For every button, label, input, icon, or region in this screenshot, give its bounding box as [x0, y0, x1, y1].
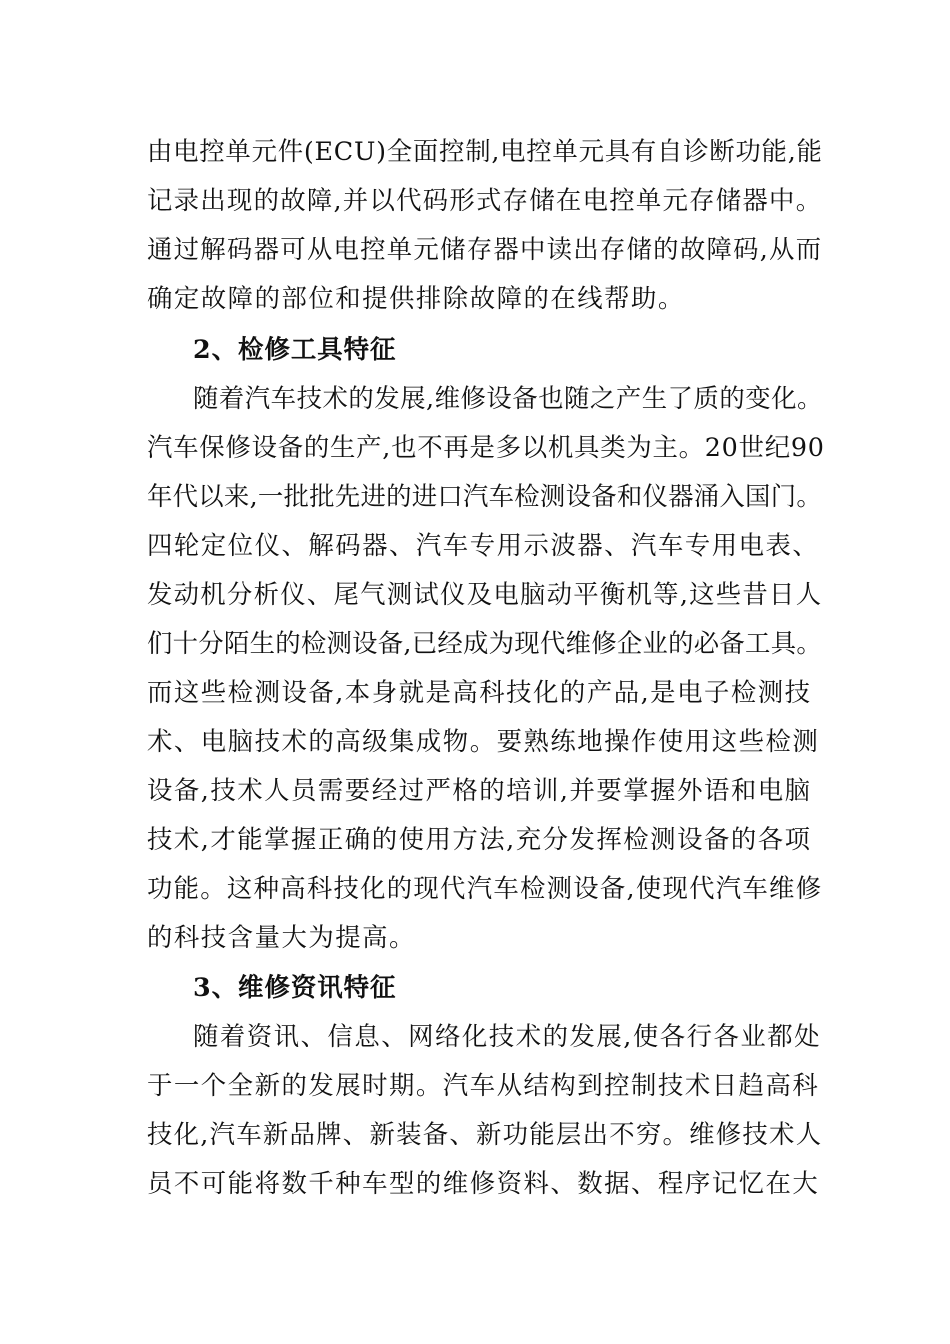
paragraph-2-line-10: 技术,才能掌握正确的使用方法,充分发挥检测设备的各项 [147, 824, 812, 854]
paragraph-1-line-2: 记录出现的故障,并以代码形式存储在电控单元存储器中。 [147, 185, 823, 215]
paragraph-1-line-4: 确定故障的部位和提供排除故障的在线帮助。 [147, 283, 685, 313]
paragraph-2-line-12: 的科技含量大为提高。 [147, 922, 416, 952]
paragraph-2-line-9: 设备,技术人员需要经过严格的培训,并要掌握外语和电脑 [147, 775, 812, 805]
section-heading-3: 3、维修资讯特征 [193, 972, 397, 1002]
paragraph-2-line-1: 随着汽车技术的发展,维修设备也随之产生了质的变化。 [193, 383, 823, 413]
paragraph-2-line-6: 们十分陌生的检测设备,已经成为现代维修企业的必备工具。 [147, 628, 822, 658]
section-heading-2: 2、检修工具特征 [193, 334, 397, 364]
paragraph-1-line-3: 通过解码器可从电控单元储存器中读出存储的故障码,从而 [147, 234, 823, 264]
paragraph-3-line-3: 技化,汽车新品牌、新装备、新功能层出不穷。维修技术人 [147, 1119, 823, 1149]
paragraph-2-line-2: 汽车保修设备的生产,也不再是多以机具类为主。20世纪90 [147, 432, 825, 462]
paragraph-1-line-1: 由电控单元件(ECU)全面控制,电控单元具有自诊断功能,能 [147, 136, 823, 166]
paragraph-3-line-2: 于一个全新的发展时期。汽车从结构到控制技术日趋高科 [147, 1070, 820, 1100]
paragraph-2-line-3: 年代以来,一批批先进的进口汽车检测设备和仪器涌入国门。 [147, 481, 822, 511]
paragraph-2-line-4: 四轮定位仪、解码器、汽车专用示波器、汽车专用电表、 [147, 530, 820, 560]
paragraph-2-line-7: 而这些检测设备,本身就是高科技化的产品,是电子检测技 [147, 677, 812, 707]
paragraph-2-line-5: 发动机分析仪、尾气测试仪及电脑动平衡机等,这些昔日人 [147, 579, 823, 609]
paragraph-3-line-4: 员不可能将数千种车型的维修资料、数据、程序记忆在大 [147, 1168, 820, 1198]
paragraph-2-line-8: 术、电脑技术的高级集成物。要熟练地操作使用这些检测 [147, 726, 820, 756]
paragraph-2-line-11: 功能。这种高科技化的现代汽车检测设备,使现代汽车维修 [147, 873, 823, 903]
paragraph-3-line-1: 随着资讯、信息、网络化技术的发展,使各行各业都处 [193, 1021, 822, 1051]
